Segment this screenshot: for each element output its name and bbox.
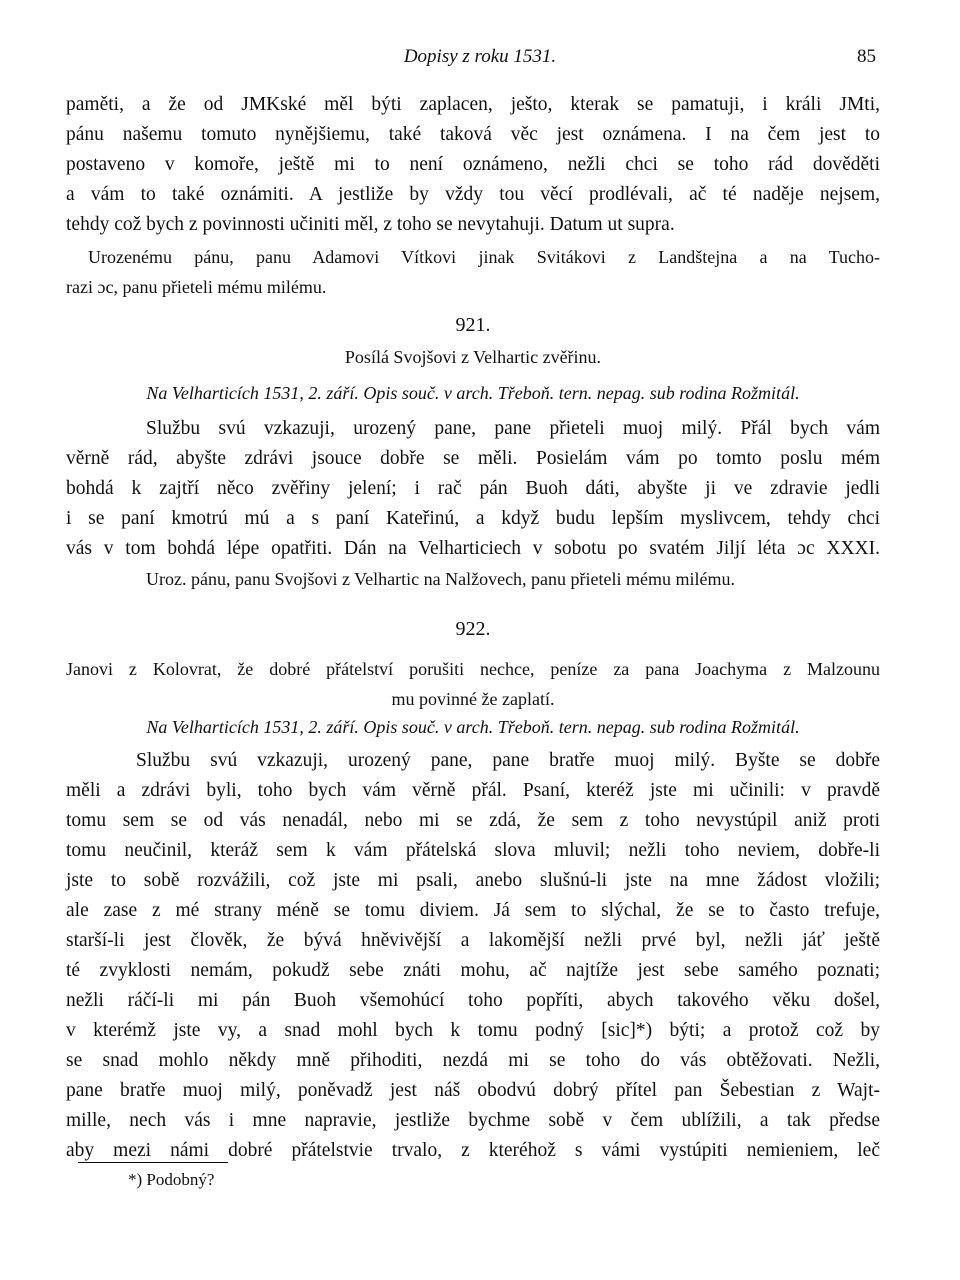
letter-922-source <box>66 712 880 742</box>
text-line: věrně rád, abyšte zdrávi jsouce dobře se měli. Posielám vám po tomto poslu mém <box>66 448 880 469</box>
text-line: starší-li jest člověk, že bývá hněvivější a lakomější nežli prvé byl, nežli jáť ještě <box>66 930 880 951</box>
text-line: a vám to také oznámiti. A jestliže by vždy tou věcí prodlévali, ač té naděje nejsem, <box>66 184 880 205</box>
text-line: té zvyklosti nemám, pokudž sebe znáti mohu, ač najtíže jest sebe samého poznati; <box>66 960 880 981</box>
letter-922-body <box>66 746 880 1166</box>
text-line: pane bratře muoj milý, poněvadž jest náš obodvú dobrý přítel pan Šebestian z Wajt- <box>66 1080 880 1101</box>
letter-number: 922. <box>455 618 491 640</box>
text-line: jste to sobě rozvážili, což jste mi psali, anebo slušnú-li jste na mne žádost vložili; <box>66 870 880 891</box>
text-line: se snad mohlo někdy mně přihoditi, nezdá mi se toho do vás obtěžovati. Nežli, <box>66 1050 880 1071</box>
text-line: postaveno v komoře, ještě mi to není oznámeno, nežli chci se toho rád dověděti <box>66 154 880 175</box>
text-line: měli a zdrávi byli, toho bych vám věrně přál. Psaní, kteréž jste mi učinili: v pravdě <box>66 780 880 801</box>
address-line: Urozenému pánu, panu Adamovi Vítkovi jinak Svitákovi z Landštejna a na Tucho- <box>88 247 880 267</box>
source-note: Na Velharticích 1531, 2. září. Opis souč. v arch. Třeboň. tern. nepag. sub rodina Rožmitál. <box>146 383 800 403</box>
page-number: 85 <box>857 46 876 67</box>
text-line: bohdá k zajtří něco zvěřiny jelení; i rač pán Buoh dáti, abyšte ji ve zdravie jedli <box>66 478 880 499</box>
letter-922-summary <box>66 654 880 714</box>
letter-921-number <box>66 310 880 340</box>
letter-summary: Posílá Svojšovi z Velhartic zvěřinu. <box>344 347 602 367</box>
text-line: pánu našemu tomuto nynějšiemu, také taková věc jest oznámena. I na čem jest to <box>66 124 880 145</box>
letter-920-address <box>66 242 880 302</box>
letter-number: 921. <box>455 314 491 336</box>
text-line: tomu neučinil, kteráž sem k vám přátelská slova mluvil; nežli toho neviem, dobře-li <box>66 840 880 861</box>
letter-921-source <box>66 378 880 408</box>
text-line: mille, nech vás i mne napravie, jestliže bychme sobě v čem ublížili, a tak předse <box>66 1110 880 1131</box>
letter-921-summary <box>66 342 880 372</box>
letter-summary: Janovi z Kolovrat, že dobré přátelství porušiti nechce, peníze za pana Joachyma z Malzounu <box>66 659 880 679</box>
text-line: v kterémž jste vy, a snad mohl bych k tomu podný [sic]*) býti; a protož což by <box>66 1020 880 1041</box>
footnote-rule <box>78 1162 228 1163</box>
text-line: tehdy což bych z povinnosti učiniti měl, z toho se nevytahuji. Datum ut supra. <box>66 214 675 235</box>
letter-922-number <box>66 614 880 644</box>
text-line: i se paní kmotrú mú a s paní Kateřinú, a když budu lepším myslivcem, tehdy chci <box>66 508 880 529</box>
text-line: Službu svú vzkazuji, urozený pane, pane přieteli muoj milý. Přál bych vám <box>146 418 880 439</box>
letter-921-address <box>66 564 880 594</box>
text-line: nežli ráčí-li mi pán Buoh všemohúcí toho popříti, abych takového věku došel, <box>66 990 880 1011</box>
source-note: Na Velharticích 1531, 2. září. Opis souč. v arch. Třeboň. tern. nepag. sub rodina Rožmitál. <box>146 717 800 737</box>
text-line: paměti, a že od JMKské měl býti zaplacen, ješto, kterak se pamatuji, i králi JMti, <box>66 94 880 115</box>
letter-920-body <box>66 90 880 240</box>
text-line: tomu sem se od vás nenadál, nebo mi se zdá, že sem z toho nevystúpil aniž proti <box>66 810 880 831</box>
letter-921-body <box>66 414 880 564</box>
text-line: aby mezi námi dobré přátelstvie trvalo, z kteréhož s vámi vystúpiti nemieniem, leč <box>66 1140 880 1161</box>
text-line: ale zase z mé strany méně se tomu diviem. Já sem to slýchal, že se to často trefuje, <box>66 900 880 921</box>
running-title: Dopisy z roku 1531. <box>403 46 557 67</box>
text-line: vás v tom bohdá lépe opatřiti. Dán na Velharticiech v sobotu po svatém Jiljí léta ɔc XXXI. <box>66 538 880 559</box>
text-line: Službu svú vzkazuji, urozený pane, pane bratře muoj milý. Byšte se dobře <box>136 750 880 771</box>
address-line: razi ɔc, panu přieteli mému milému. <box>66 277 327 297</box>
page-header <box>0 44 960 74</box>
letter-summary: mu povinné že zaplatí. <box>391 689 555 709</box>
address-line: Uroz. pánu, panu Svojšovi z Velhartic na Nalžovech, panu přieteli mému milému. <box>146 569 736 589</box>
footnote: *) Podobný? <box>128 1170 215 1189</box>
